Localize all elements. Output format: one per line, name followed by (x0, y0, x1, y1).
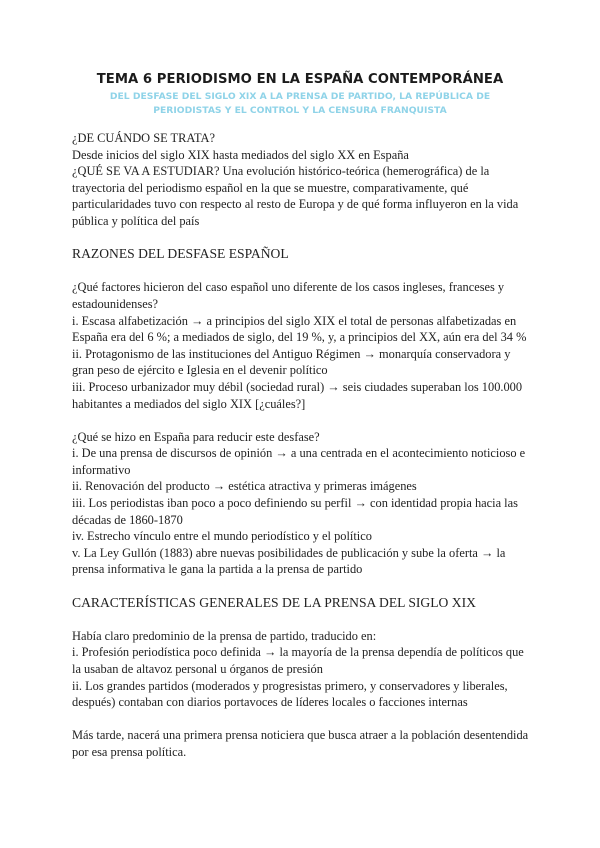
document-title: TEMA 6 PERIODISMO EN LA ESPAÑA CONTEMPORÁNEA (96, 72, 504, 87)
reducir-item: i. De una prensa de discursos de opinión → a una centrada en el acontecimiento noticioso e informativo (72, 446, 526, 477)
razones-item: i. Escasa alfabetización → a principios del siglo XIX el total de personas alfabetizadas en España era del 6 %; a mediados de siglo, del 19 %, y, a principios del XX, aún era del 34 % (72, 313, 527, 345)
razones-item: iii. Proceso urbanizador muy débil (sociedad rural) → seis ciudades superaban los 100.000 habitantes a mediados del siglo XIX [¿cuáles?] (72, 379, 523, 411)
caracteristicas-item: i. Profesión periodística poco definida → la mayoría de la prensa dependía de políticos que la usaban de altavoz personal u órganos de presión (72, 645, 524, 676)
section-heading-caracteristicas: CARACTERÍSTICAS GENERALES DE LA PRENSA DEL SIGLO XIX (72, 594, 476, 610)
caracteristicas-intro: Había claro predominio de la prensa de partido, traducido en: (72, 628, 377, 643)
razones-item: ii. Protagonismo de las instituciones del Antiguo Régimen → monarquía conservadora y gran peso de ejército e Iglesia en el devenir político (72, 346, 511, 378)
subtitle-line-1: DEL DESFASE DEL SIGLO XIX A LA PRENSA DE PARTIDO, LA REPÚBLICA DE (109, 91, 491, 102)
section-heading-razones: RAZONES DEL DESFASE ESPAÑOL (72, 246, 289, 262)
subtitle-line-2: PERIODISTAS Y EL CONTROL Y LA CENSURA FRANQUISTA (153, 105, 447, 116)
intro-answer-1: Desde inicios del siglo XIX hasta mediados del siglo XX en España (72, 147, 409, 162)
intro-question-1: ¿DE CUÁNDO SE TRATA? (72, 131, 215, 145)
caracteristicas-closing: Más tarde, nacerá una primera prensa noticiera que busca atraer a la población desentendida por esa prensa política. (72, 728, 529, 759)
reducir-item: iv. Estrecho vínculo entre el mundo periodístico y el político (72, 529, 372, 544)
razones-question: ¿Qué factores hicieron del caso español uno diferente de los casos ingleses, franceses y estadounidenses? (72, 280, 505, 311)
intro-question-2: ¿QUÉ SE VA A ESTUDIAR? Una evolución histórico-teórica (hemerográfica) de la trayectoria del periodismo español en la que se muestre, comparativamente, qué particularidades tuvo con respecto al resto de Europa y de qué forma influyeron en la vida pública y política del país (72, 164, 519, 228)
caracteristicas-item: ii. Los grandes partidos (moderados y progresistas primero, y conservadores y liberales, después) contaban con diarios portavoces de líderes locales o facciones internas (72, 678, 508, 710)
document-body (72, 130, 532, 761)
reducir-item: v. La Ley Gullón (1883) abre nuevas posibilidades de publicación y sube la oferta → la prensa informativa le gana la partida a la prensa de partido (72, 545, 506, 577)
reducir-item: ii. Renovación del producto → estética atractiva y primeras imágenes (72, 479, 417, 494)
document-subtitle (60, 90, 540, 118)
reducir-item: iii. Los periodistas iban poco a poco definiendo su perfil → con identidad propia hacia las décadas de 1860-1870 (72, 496, 518, 527)
reducir-question: ¿Qué se hizo en España para reducir este desfase? (72, 429, 320, 444)
